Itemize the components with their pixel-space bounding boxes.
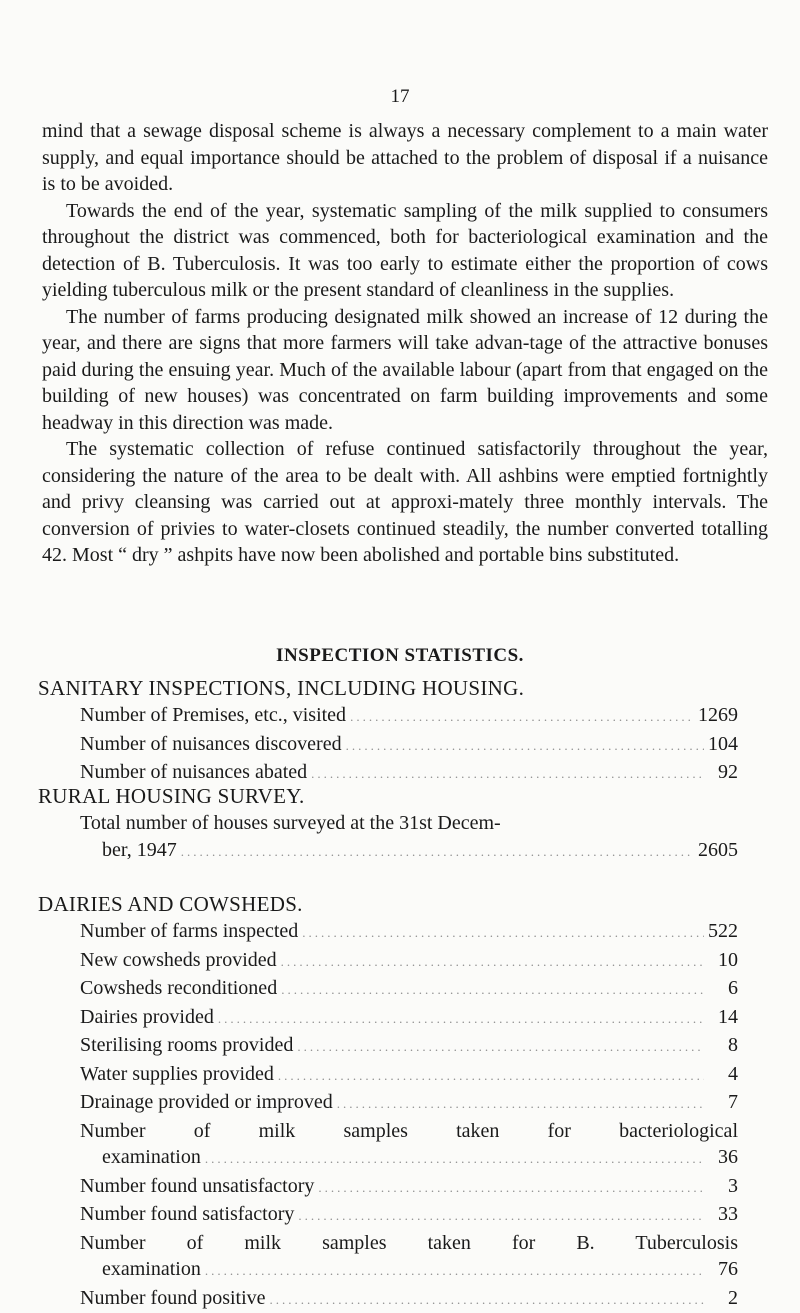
row-value: 2 [708,1285,738,1312]
leader-dots [205,1146,704,1173]
row-label: New cowsheds provided [80,947,277,974]
row-value: 1269 [698,702,738,729]
table-row [80,1144,738,1173]
table-row [80,947,738,976]
paragraph: Towards the end of the year, systematic sampling of the milk supplied to consumers throughout the district was commenced, both for bacteriological examination and the detection of B. Tuberculosis. It was too early to estimate either the proportion of cows yielding tuberculous milk or the present standard of cleanliness in the supplies. [42,198,768,304]
sanitary-title: SANITARY INSPECTIONS, INCLUDING HOUSING. [38,675,524,701]
leader-dots [311,761,704,788]
row-label: ber, 1947 [102,837,177,864]
row-value: 522 [708,918,738,945]
row-label: Number found positive [80,1285,266,1312]
table-row [80,1285,738,1313]
rural-line: Total number of houses surveyed at the 31st Decem- [80,810,738,837]
row-label: Number found unsatisfactory [80,1173,314,1200]
row-label: Drainage provided or improved [80,1089,333,1116]
row-value: 4 [708,1061,738,1088]
row-label: Sterilising rooms provided [80,1032,293,1059]
paragraph: mind that a sewage disposal scheme is always a necessary complement to a main water supply, and equal importance should be attached to the problem of disposal if a nuisance is to be avoided. [42,118,768,198]
leader-dots [281,949,704,976]
row-value: 33 [708,1201,738,1228]
leader-dots [318,1175,704,1202]
row-label: Number of nuisances discovered [80,731,342,758]
row-value: 8 [708,1032,738,1059]
leader-dots [302,920,704,947]
rural-rows [80,810,738,865]
bacteriological-line: Number of milk samples taken for bacteriological [80,1118,738,1145]
leader-dots [270,1287,704,1313]
table-row [80,1201,738,1230]
leader-dots [297,1034,704,1061]
paragraph: The systematic collection of refuse continued satisfactorily throughout the year, considering the nature of the area to be dealt with. All ashbins were emptied fortnightly and privy cleansing was carried out at approxi-mately three monthly intervals. The conversion of privies to water-closets continued steadily, the number converted totalling 42. Most “ dry ” ashpits have now been abolished and portable bins substituted. [42,436,768,569]
table-row [80,1061,738,1090]
row-value: 2605 [698,837,738,864]
table-row [80,1173,738,1202]
row-value: 7 [708,1089,738,1116]
row-value: 6 [708,975,738,1002]
page-number: 17 [0,86,800,108]
table-row [80,1032,738,1061]
row-value: 14 [708,1004,738,1031]
row-label: Dairies provided [80,1004,214,1031]
row-value: 92 [708,759,738,786]
table-row [80,1004,738,1033]
table-row [80,1256,738,1285]
leader-dots [298,1203,704,1230]
table-row [80,975,738,1004]
row-label: Number of Premises, etc., visited [80,702,346,729]
row-value: 10 [708,947,738,974]
row-label: examination [102,1256,201,1283]
tuberculosis-line: Number of milk samples taken for B. Tuberculosis [80,1230,738,1257]
row-value: 3 [708,1173,738,1200]
leader-dots [205,1258,704,1285]
leader-dots [181,839,694,866]
dairies-title: DAIRIES AND COWSHEDS. [38,891,303,917]
leader-dots [346,733,704,760]
leader-dots [350,704,694,731]
row-label: examination [102,1144,201,1171]
row-label: Water supplies provided [80,1061,274,1088]
row-label: Number of nuisances abated [80,759,307,786]
leader-dots [281,977,704,1004]
leader-dots [218,1006,704,1033]
table-row [80,837,738,866]
row-value: 104 [708,731,738,758]
table-row [80,702,738,731]
dairies-rows [80,918,738,1313]
sanitary-rows [80,702,738,788]
body-text [42,118,768,569]
row-label: Cowsheds reconditioned [80,975,277,1002]
row-value: 76 [708,1256,738,1283]
leader-dots [337,1091,704,1118]
leader-dots [278,1063,704,1090]
table-row [80,1089,738,1118]
paragraph: The number of farms producing designated milk showed an increase of 12 during the year, and there are signs that more farmers will take advan-tage of the attractive bonuses paid during the ensuing year. Much of the available labour (apart from that engaged on the building of new houses) was concentrated on farm building improvements and some headway in this direction was made. [42,304,768,437]
row-value: 36 [708,1144,738,1171]
row-label: Number found satisfactory [80,1201,294,1228]
table-row [80,731,738,760]
table-row [80,918,738,947]
section-heading: INSPECTION STATISTICS. [0,645,800,667]
row-label: Number of farms inspected [80,918,298,945]
rural-title: RURAL HOUSING SURVEY. [38,783,305,809]
